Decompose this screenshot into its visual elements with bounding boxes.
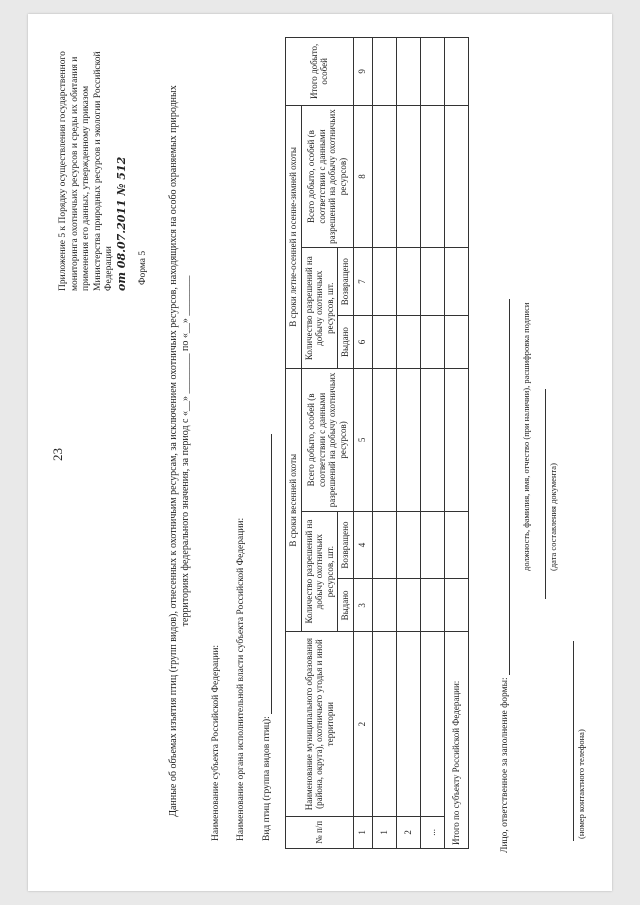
table-row bbox=[420, 38, 444, 849]
header-issued-summer: Выдано bbox=[338, 316, 354, 369]
table-cell bbox=[420, 632, 444, 816]
column-number: 5 bbox=[353, 369, 372, 512]
header-permits-spring: Количество разрешений на добычу охотничьих ресурсов, шт. bbox=[301, 511, 338, 632]
table-cell bbox=[372, 38, 396, 106]
document-page bbox=[28, 14, 612, 891]
table-cell bbox=[396, 248, 420, 316]
appendix-note bbox=[58, 51, 129, 291]
responsible-person bbox=[499, 299, 510, 853]
responsible-label: Лицо, ответственное за заполнение формы: bbox=[500, 677, 510, 853]
table-row bbox=[372, 38, 396, 849]
table-cell bbox=[444, 316, 468, 369]
header-spring-season: В сроки весенней охоты bbox=[286, 369, 302, 632]
column-number: 9 bbox=[353, 38, 372, 106]
phone-caption: (номер контактного телефона) bbox=[576, 729, 586, 839]
bird-type-label: Вид птиц (группа видов птиц): bbox=[262, 716, 272, 841]
table-cell bbox=[372, 248, 396, 316]
column-number: 1 bbox=[353, 816, 372, 848]
table-cell bbox=[444, 248, 468, 316]
total-row-label: Итого по субъекту Российской Федерации: bbox=[444, 632, 468, 849]
table-cell bbox=[444, 105, 468, 248]
header-territory-name: Наименование муниципального образования (района, округа), охотничьего угодья и иной территории bbox=[286, 632, 354, 816]
table-cell bbox=[372, 511, 396, 579]
page-number: 23 bbox=[50, 448, 65, 461]
subject-field: Наименование субъекта Российской Федерации: bbox=[211, 644, 221, 841]
total-row bbox=[444, 38, 468, 849]
table-cell bbox=[396, 511, 420, 579]
row-number: ... bbox=[420, 816, 444, 848]
header-total-spring: Всего добыто, особей (в соответствии с данными разрешений на добычу охотничьих ресурсов) bbox=[301, 369, 353, 512]
table-cell bbox=[396, 369, 420, 512]
date-blank bbox=[545, 389, 546, 599]
table-cell bbox=[444, 38, 468, 106]
table-cell bbox=[420, 248, 444, 316]
harvest-table bbox=[285, 37, 469, 849]
table-cell bbox=[420, 38, 444, 106]
table-cell bbox=[372, 632, 396, 816]
document-title: Данные об объемах изъятия птиц (групп видов), отнесенных к охотничьим ресурсам, за исключением охотничьих ресурсов, находящихся на особо охраняемых природных территориях федерального значения, за период с «__» ________ по «__» ________ bbox=[168, 85, 191, 817]
table-cell bbox=[396, 105, 420, 248]
table-cell bbox=[420, 105, 444, 248]
table-cell bbox=[444, 369, 468, 512]
date-caption: (дата составления документа) bbox=[548, 463, 558, 571]
form-label: Форма 5 bbox=[138, 250, 148, 285]
table-cell bbox=[420, 369, 444, 512]
column-number: 3 bbox=[353, 579, 372, 632]
table-cell bbox=[396, 316, 420, 369]
table-cell bbox=[444, 511, 468, 579]
table-cell bbox=[396, 38, 420, 106]
row-number: 1 bbox=[372, 816, 396, 848]
column-number: 2 bbox=[353, 632, 372, 816]
appendix-text: Приложение 5 к Порядку осуществления государственного мониторинга охотничьих ресурсов и среды их обитания и применения его данных, утвержденному приказом Министерства природных ресурсов и экологии Российской Федерации bbox=[58, 51, 114, 291]
responsible-caption: должность, фамилия, имя, отчество (при наличии), расшифровка подписи bbox=[521, 302, 531, 571]
order-reference: от 08.07.2011 № 512 bbox=[114, 156, 128, 291]
rotated-page-content bbox=[28, 14, 612, 891]
table-cell bbox=[372, 316, 396, 369]
executive-body-field: Наименование органа исполнительной власти субъекта Российской Федерации: bbox=[236, 517, 246, 841]
header-total-summer: Всего добыто, особей (в соответствии с данными разрешений на добычу охотничьих ресурсов) bbox=[301, 105, 353, 248]
row-number: 2 bbox=[396, 816, 420, 848]
header-summer-autumn-season: В сроки летне-осенней и осенне-зимней охоты bbox=[286, 105, 302, 368]
header-grand-total: Итого добыто, особей bbox=[286, 38, 354, 106]
column-number: 7 bbox=[353, 248, 372, 316]
responsible-blank bbox=[499, 299, 510, 675]
table-cell bbox=[396, 632, 420, 816]
table-cell bbox=[372, 369, 396, 512]
header-returned-spring: Возвращено bbox=[338, 511, 354, 579]
table-cell bbox=[372, 579, 396, 632]
table-cell bbox=[420, 511, 444, 579]
header-num: № п/п bbox=[286, 816, 354, 848]
table-row bbox=[396, 38, 420, 849]
bird-type-field bbox=[261, 434, 272, 841]
column-number: 4 bbox=[353, 511, 372, 579]
table-cell bbox=[420, 579, 444, 632]
table-cell bbox=[444, 579, 468, 632]
header-returned-summer: Возвращено bbox=[338, 248, 354, 316]
header-permits-summer: Количество разрешений на добычу охотничьих ресурсов, шт. bbox=[301, 248, 338, 369]
table-cell bbox=[396, 579, 420, 632]
bird-type-blank bbox=[261, 434, 272, 714]
column-numbers-row bbox=[353, 38, 372, 849]
header-issued-spring: Выдано bbox=[338, 579, 354, 632]
table-cell bbox=[420, 316, 444, 369]
column-number: 6 bbox=[353, 316, 372, 369]
phone-blank bbox=[573, 641, 574, 841]
column-number: 8 bbox=[353, 105, 372, 248]
table-cell bbox=[372, 105, 396, 248]
